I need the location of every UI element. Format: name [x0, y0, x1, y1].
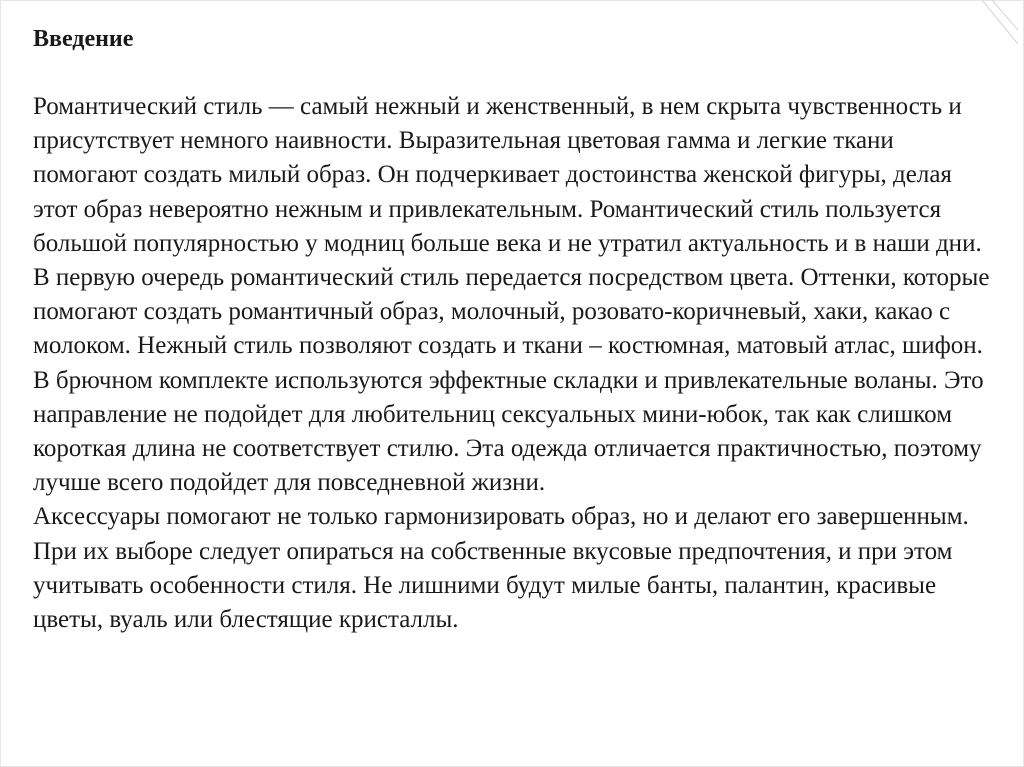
document-body [33, 22, 993, 637]
page-title: Введение [33, 26, 134, 52]
paragraph-trousers: В брючном комплекте используются эффектные складки и привлекательные воланы. Это направление не подойдет для любительниц сексуальных мини-юбок, так как слишком короткая длина не соответствует стилю. Эта одежда отличается практичностью, поэтому лучше всего подойдет для повседневной жизни. [33, 366, 984, 497]
paragraph-accessories: Аксессуары помогают не только гармонизировать образ, но и делают его завершенным. При их выборе следует опираться на собственные вкусовые предпочтения, и при этом учитывать особенности стиля. Не лишними будут милые банты, палантин, красивые цветы, вуаль или блестящие кристаллы. [33, 503, 969, 634]
paragraph-colors: В первую очередь романтический стиль передается посредством цвета. Оттенки, которые помогают создать романтичный образ, молочный, розовато-коричневый, хаки, какао с молоком. Нежный стиль позволяют создать и ткани – костюмная, матовый атлас, шифон. [33, 264, 990, 360]
paragraph-intro: Романтический стиль — самый нежный и женственный, в нем скрыта чувственность и присутствует немного наивности. Выразительная цветовая гамма и легкие ткани помогают создать милый образ. Он подчеркивает достоинства женской фигуры, делая этот образ невероятно нежным и привлекательным. Романтический стиль пользуется большой популярностью у модниц больше века и не утратил актуальность и в наши дни. [33, 93, 982, 257]
